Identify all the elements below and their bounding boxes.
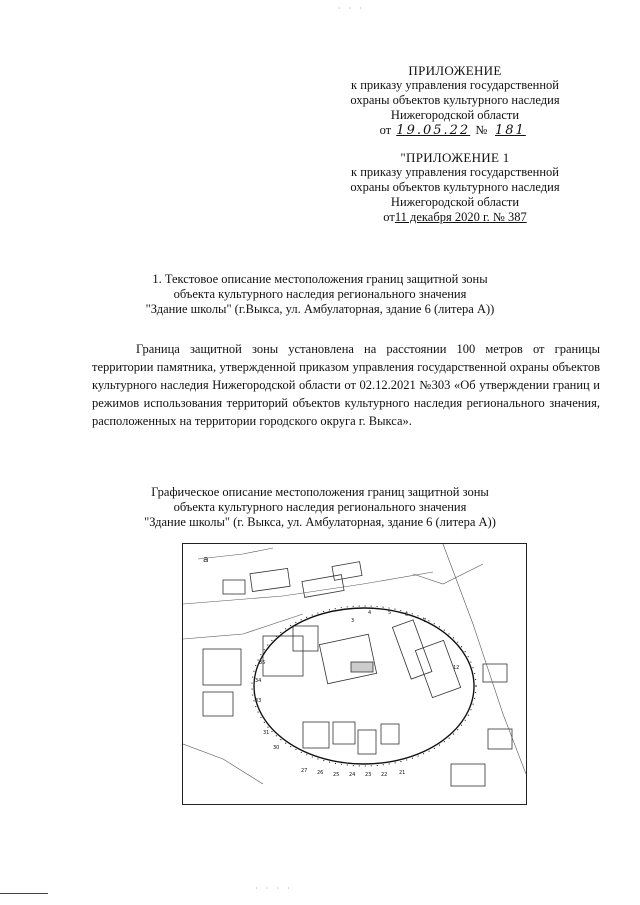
map-building xyxy=(203,649,241,685)
map-building xyxy=(319,634,376,684)
section1-heading: 1. Текстовое описание местоположения границ защитной зоны объекта культурного наследия регионального значения "Здание школы" (г.Выкса, ул. Амбулаторная, здание 6 (литера А)) xyxy=(145,272,495,316)
map-building xyxy=(358,730,376,754)
handwritten-date: 19.05.22 xyxy=(396,123,471,138)
boundary-points xyxy=(252,606,476,766)
approval-title: ПРИЛОЖЕНИЕ xyxy=(408,63,502,78)
scan-noise: · · · · xyxy=(255,884,293,893)
handwritten-number: 181 xyxy=(495,123,526,138)
boundary-label: 4 xyxy=(368,610,372,616)
map-building xyxy=(293,626,318,651)
map-road xyxy=(413,564,483,584)
boundary-label: 31 xyxy=(263,730,270,736)
map-building xyxy=(451,764,485,786)
map-road xyxy=(183,614,303,639)
boundary-label: 5 xyxy=(388,610,392,616)
original-header xyxy=(340,150,570,225)
original-line: Нижегородской области xyxy=(390,195,520,209)
scan-edge-line xyxy=(0,893,48,894)
map-building xyxy=(488,729,512,749)
protection-zone-boundary xyxy=(254,608,474,764)
original-title: "ПРИЛОЖЕНИЕ 1 xyxy=(400,150,510,165)
map-fragment-text: а xyxy=(203,555,209,565)
approval-line: Нижегородской области xyxy=(390,108,520,122)
map-road xyxy=(183,744,263,784)
boundary-label: 34 xyxy=(255,678,262,684)
map-building xyxy=(303,722,329,748)
boundary-label: 3 xyxy=(351,618,355,624)
body-paragraph: Граница защитной зоны установлена на расстоянии 100 метров от границы территории памятника, утвержденной приказом управления государственной охраны объектов культурного наследия Нижегородской области от 02.12.2021 №303 «Об утверждении границ и режимов использования территорий объектов культурного наследия регионального значения, расположенных на территории городского округа г. Выкса». xyxy=(92,342,600,428)
approval-date-line: от 19.05.22 № 181 xyxy=(340,123,570,138)
boundary-label: 30 xyxy=(273,745,280,751)
map-road xyxy=(198,548,273,559)
map-building xyxy=(250,568,290,591)
map-road xyxy=(443,544,526,774)
map-building xyxy=(263,636,303,676)
map-building xyxy=(332,562,362,581)
approval-line: охраны объектов культурного наследия xyxy=(350,93,560,107)
boundary-label: 24 xyxy=(349,772,356,778)
boundary-label: 22 xyxy=(381,772,388,778)
boundary-label: 26 xyxy=(317,770,324,776)
boundary-label: 27 xyxy=(301,768,308,774)
map-road xyxy=(183,572,433,604)
original-line: к приказу управления государственной xyxy=(351,165,559,179)
map-building xyxy=(302,575,344,598)
approval-line: к приказу управления государственной xyxy=(351,78,559,92)
approval-header xyxy=(340,63,570,138)
boundary-label: 25 xyxy=(333,772,340,778)
map-svg xyxy=(183,544,526,804)
map-building xyxy=(483,664,507,682)
map-building xyxy=(392,620,431,679)
original-date-line: от11 декабря 2020 г. № 387 xyxy=(383,210,527,224)
monument-building xyxy=(351,662,373,672)
boundary-label: 6 xyxy=(405,612,409,618)
map-building xyxy=(223,580,245,594)
boundary-label: 23 xyxy=(365,772,372,778)
map-buildings xyxy=(203,562,512,786)
map-building xyxy=(333,722,355,744)
scan-noise: · · · xyxy=(338,4,365,13)
map-building xyxy=(381,724,399,744)
boundary-label: 7 xyxy=(423,618,427,624)
boundary-label: 33 xyxy=(255,698,262,704)
map-building xyxy=(203,692,233,716)
boundary-label: 35 xyxy=(259,660,266,666)
original-line: охраны объектов культурного наследия xyxy=(350,180,560,194)
boundary-map xyxy=(182,543,527,805)
boundary-label: 12 xyxy=(453,665,460,671)
boundary-label: 21 xyxy=(399,770,406,776)
section2-heading: Графическое описание местоположения границ защитной зоны объекта культурного наследия регионального значения "Здание школы" (г. Выкса, ул. Амбулаторная, здание 6 (литера А)) xyxy=(144,485,496,529)
